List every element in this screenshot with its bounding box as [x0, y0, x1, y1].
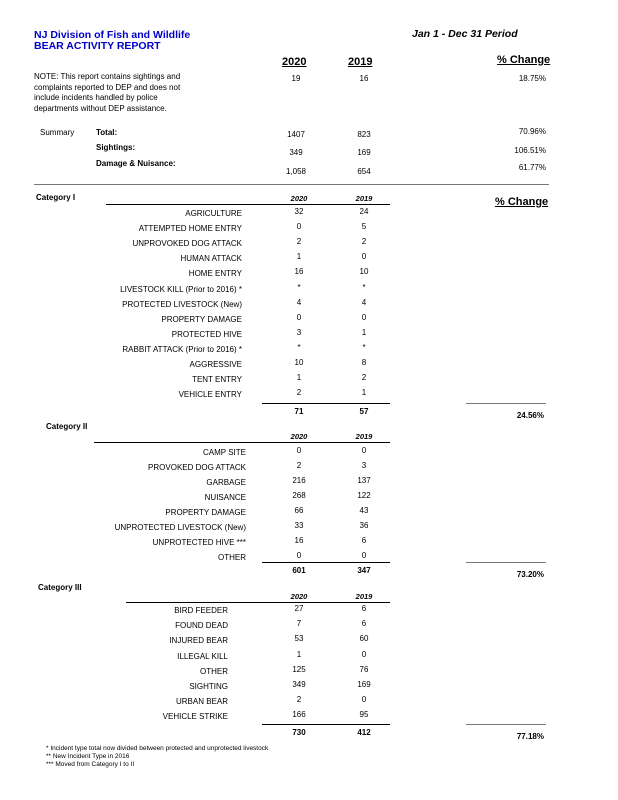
row-value-2019: 0: [361, 252, 367, 262]
category-1-header-2019: 2019: [355, 194, 373, 203]
row-value-2020: 1: [296, 252, 302, 262]
category-3-total-change: 77.18%: [516, 732, 544, 741]
row-value-2020: 0: [296, 222, 302, 232]
row-label: CAMP SITE: [203, 448, 246, 457]
summary-sightings-label: Sightings:: [96, 143, 136, 152]
row-label: PROTECTED HIVE: [171, 329, 242, 339]
row-label: URBAN BEAR: [175, 697, 228, 707]
summary-sightings-change: 106.51%: [514, 146, 546, 155]
row-label: UNPROVOKED DOG ATTACK: [132, 239, 242, 249]
category-2-title: Category II: [46, 422, 88, 431]
row-label: PROVOKED DOG ATTACK: [148, 463, 246, 472]
note-value-2019: 16: [359, 74, 369, 83]
row-value-2019: 60: [359, 634, 369, 644]
report-title: BEAR ACTIVITY REPORT: [34, 40, 161, 52]
row-value-2020: 0: [296, 551, 302, 560]
category-1-change-rule: [466, 403, 546, 404]
row-value-2019: 5: [361, 222, 367, 232]
row-value-2020: 10: [294, 358, 304, 367]
row-value-2019: 122: [357, 491, 371, 500]
row-label: VEHICLE ENTRY: [178, 390, 242, 400]
category-3-change-rule: [466, 724, 546, 725]
category-3-header-rule: [126, 602, 390, 603]
category-1-total-2019: 57: [359, 407, 369, 416]
row-value-2020: 2: [296, 388, 302, 398]
row-label: TENT ENTRY: [192, 375, 242, 385]
row-label: HOME ENTRY: [188, 269, 242, 279]
row-value-2020: 16: [294, 267, 304, 277]
footnote-2: ** New Incident Type in 2016: [46, 753, 130, 760]
row-label: PROPERTY DAMAGE: [161, 314, 242, 324]
row-value-2019: 10: [359, 267, 369, 277]
category-2-total-rule: [262, 562, 390, 563]
row-value-2020: 27: [294, 604, 304, 613]
row-label: RABBIT ATTACK (Prior to 2016) *: [122, 344, 242, 354]
category-3-header-2019: 2019: [355, 592, 373, 601]
row-value-2020: *: [297, 282, 301, 292]
category-2-total-2019: 347: [357, 566, 371, 575]
row-label: UNPROTECTED HIVE ***: [152, 538, 246, 547]
row-label: PROPERTY DAMAGE: [165, 508, 246, 517]
category-3-total-rule: [262, 724, 390, 725]
row-value-2020: 349: [292, 680, 306, 689]
row-value-2019: 24: [359, 207, 369, 216]
summary-sightings-2020: 349: [289, 148, 303, 157]
category-2-header-2019: 2019: [355, 432, 373, 441]
row-label: ILLEGAL KILL: [177, 651, 228, 661]
row-value-2020: 0: [296, 312, 302, 322]
summary-label: Summary: [40, 128, 75, 137]
row-value-2019: 0: [361, 649, 367, 659]
summary-sightings-2019: 169: [357, 148, 371, 157]
category-3-total-2019: 412: [357, 728, 371, 737]
row-value-2020: 2: [296, 237, 302, 247]
summary-damage-2020: 1,058: [285, 167, 307, 176]
row-value-2019: 137: [357, 476, 371, 485]
row-value-2019: 76: [359, 664, 369, 674]
row-label: GARBAGE: [206, 478, 246, 487]
row-value-2020: 2: [296, 461, 302, 470]
category-2-change-rule: [466, 562, 546, 563]
summary-total-change: 70.96%: [518, 127, 546, 136]
row-value-2019: 0: [361, 551, 367, 560]
column-header-change: % Change: [497, 54, 551, 66]
summary-total-2020: 1407: [287, 130, 305, 139]
row-label: NUISANCE: [204, 493, 246, 502]
row-label: ATTEMPTED HOME ENTRY: [138, 224, 242, 234]
category-1-total-change: 24.56%: [516, 411, 544, 420]
row-value-2019: 36: [359, 521, 369, 530]
row-value-2019: 6: [361, 604, 367, 613]
category-3-total-2020: 730: [292, 728, 306, 737]
row-label: LIVESTOCK KILL (Prior to 2016) *: [120, 284, 242, 294]
row-value-2020: 268: [292, 491, 306, 500]
row-value-2020: 1: [296, 649, 302, 659]
row-value-2020: 4: [296, 297, 302, 307]
row-label: AGRICULTURE: [185, 209, 242, 218]
row-value-2020: 3: [296, 327, 302, 337]
row-label: SIGHTING: [189, 682, 228, 691]
summary-divider: [34, 184, 549, 185]
row-value-2020: 32: [294, 207, 304, 216]
category-1-total-rule: [262, 403, 390, 404]
row-value-2020: 16: [294, 536, 304, 545]
category-2-total-2020: 601: [292, 566, 306, 575]
row-value-2019: 6: [361, 536, 367, 545]
row-value-2020: 0: [296, 446, 302, 455]
row-label: BIRD FEEDER: [174, 606, 228, 615]
row-value-2020: 1: [296, 373, 302, 383]
category-1-change-header: % Change: [495, 196, 549, 208]
note-change: 18.75%: [518, 74, 546, 83]
report-period: Jan 1 - Dec 31 Period: [412, 28, 518, 40]
category-1-total-2020: 71: [294, 407, 304, 416]
footnote-3: *** Moved from Category I to II: [46, 761, 135, 768]
summary-damage-change: 61.77%: [518, 163, 546, 172]
row-label: INJURED BEAR: [169, 636, 228, 646]
summary-damage-2019: 654: [357, 167, 371, 176]
row-value-2020: 2: [296, 695, 302, 705]
category-1-header-2020: 2020: [290, 194, 308, 203]
row-value-2020: 33: [294, 521, 304, 530]
row-value-2019: 3: [361, 461, 367, 470]
category-2-total-change: 73.20%: [516, 570, 544, 579]
row-label: VEHICLE STRIKE: [162, 712, 228, 722]
report-note: NOTE: This report contains sightings and complaints reported to DEP and does not include incidents handled by police departments without DEP assistance.: [34, 72, 181, 113]
category-2-header-rule: [94, 442, 390, 443]
row-value-2019: 2: [361, 237, 367, 247]
row-value-2019: 0: [361, 312, 367, 322]
row-value-2019: 6: [361, 619, 367, 629]
row-value-2019: 4: [361, 297, 367, 307]
row-value-2019: 1: [361, 327, 367, 337]
row-value-2020: 125: [292, 664, 306, 674]
row-value-2020: *: [297, 342, 301, 352]
row-label: OTHER: [200, 666, 228, 676]
row-value-2019: 169: [357, 680, 371, 689]
note-value-2020: 19: [291, 74, 301, 83]
row-value-2019: 0: [361, 446, 367, 455]
row-value-2019: *: [362, 342, 366, 352]
summary-total-2019: 823: [357, 130, 371, 139]
category-2-header-2020: 2020: [290, 432, 308, 441]
category-3-header-2020: 2020: [290, 592, 308, 601]
row-label: UNPROTECTED LIVESTOCK (New): [114, 523, 246, 532]
row-value-2019: *: [362, 282, 366, 292]
row-label: HUMAN ATTACK: [180, 254, 242, 264]
row-value-2020: 53: [294, 634, 304, 644]
footnote-1: * Incident type total now divided between protected and unprotected livestock: [46, 745, 269, 752]
row-value-2020: 216: [292, 476, 306, 485]
summary-total-label: Total:: [96, 128, 118, 137]
row-value-2020: 7: [296, 619, 302, 629]
row-value-2019: 43: [359, 506, 369, 515]
column-header-2020: 2020: [282, 56, 307, 68]
row-value-2019: 95: [359, 710, 369, 720]
row-value-2019: 0: [361, 695, 367, 705]
row-label: AGGRESSIVE: [189, 360, 242, 369]
row-value-2019: 1: [361, 388, 367, 398]
row-value-2020: 66: [294, 506, 304, 515]
row-value-2019: 8: [361, 358, 367, 367]
summary-damage-label: Damage & Nuisance:: [96, 159, 176, 168]
row-label: OTHER: [218, 553, 246, 562]
row-value-2020: 166: [292, 710, 306, 720]
row-value-2019: 2: [361, 373, 367, 383]
row-label: FOUND DEAD: [175, 621, 228, 631]
org-title: NJ Division of Fish and Wildlife: [34, 29, 191, 41]
row-label: PROTECTED LIVESTOCK (New): [122, 299, 242, 309]
category-3-title: Category III: [38, 583, 82, 592]
column-header-2019: 2019: [348, 56, 373, 68]
category-1-header-rule: [106, 204, 390, 205]
category-1-title: Category I: [36, 193, 76, 202]
